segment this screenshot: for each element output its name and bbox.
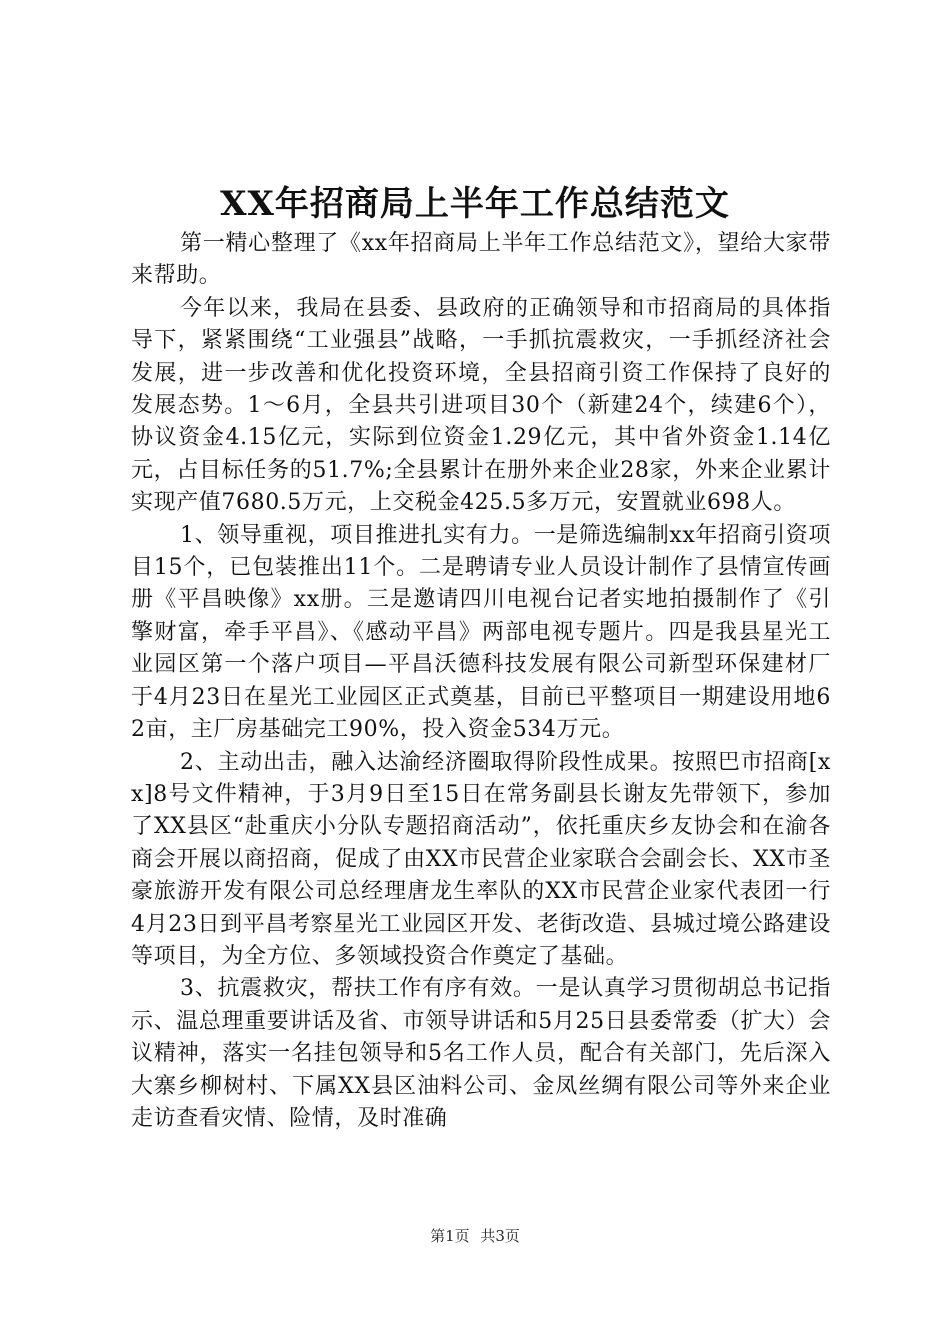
paragraph-item-1: 1、领导重视，项目推进扎实有力。一是筛选编制xx年招商引资项目15个，已包装推出11个。二是聘请专业人员设计制作了县情宣传画册《平昌映像》xx册。三是邀请四川电视台记者实地拍摄制作了《引擎财富，牵手平昌》、《感动平昌》两部电视专题片。四是我县星光工业园区第一个落户项目—平昌沃德科技发展有限公司新型环保建材厂于4月23日在星光工业园区正式奠基，目前已平整项目一期建设用地62亩，主厂房基础完工90%，投入资金534万元。: [131, 522, 831, 743]
document-body: [131, 228, 831, 1135]
document-title: XX年招商局上半年工作总结范文: [220, 184, 730, 224]
page-number: 第1页: [430, 1227, 470, 1245]
paragraph-item-2: 2、主动出击，融入达渝经济圈取得阶段性成果。按照巴市招商[xx]8号文件精神，于3月9日至15日在常务副县长谢友先带领下，参加了XX县区“赴重庆小分队专题招商活动”，依托重庆乡友协会和在渝各商会开展以商招商，促成了由XX市民营企业家联合会副会长、XX市圣豪旅游开发有限公司总经理唐龙生率队的XX市民营企业家代表团一行4月23日到平昌考察星光工业园区开发、老街改造、县城过境公路建设等项目，为全方位、多领域投资合作奠定了基础。: [131, 749, 831, 969]
paragraph-overview: 今年以来，我局在县委、县政府的正确领导和市招商局的具体指导下，紧紧围绕“工业强县”战略，一手抓抗震救灾，一手抓经济社会发展，进一步改善和优化投资环境，全县招商引资工作保持了良好的发展态势。1～6月，全县共引进项目30个（新建24个，续建6个），协议资金4.15亿元，实际到位资金1.29亿元，其中省外资金1.14亿元，占目标任务的51.7%;全县累计在册外来企业28家，外来企业累计实现产值7680.5万元，上交税金425.5多万元，安置就业698人。: [131, 295, 831, 516]
page-footer: [0, 1226, 950, 1246]
paragraph-item-3: 3、抗震救灾，帮扶工作有序有效。一是认真学习贯彻胡总书记指示、温总理重要讲话及省、市领导讲话和5月25日县委常委（扩大）会议精神，落实一名挂包领导和5名工作人员，配合有关部门，先后深入大寨乡柳树村、下属XX县区油料公司、金凤丝绸有限公司等外来企业走访查看灾情、险情，及时准确: [131, 976, 831, 1131]
paragraph-intro: 第一精心整理了《xx年招商局上半年工作总结范文》，望给大家带来帮助。: [131, 231, 831, 289]
page-total: 共3页: [480, 1227, 520, 1245]
